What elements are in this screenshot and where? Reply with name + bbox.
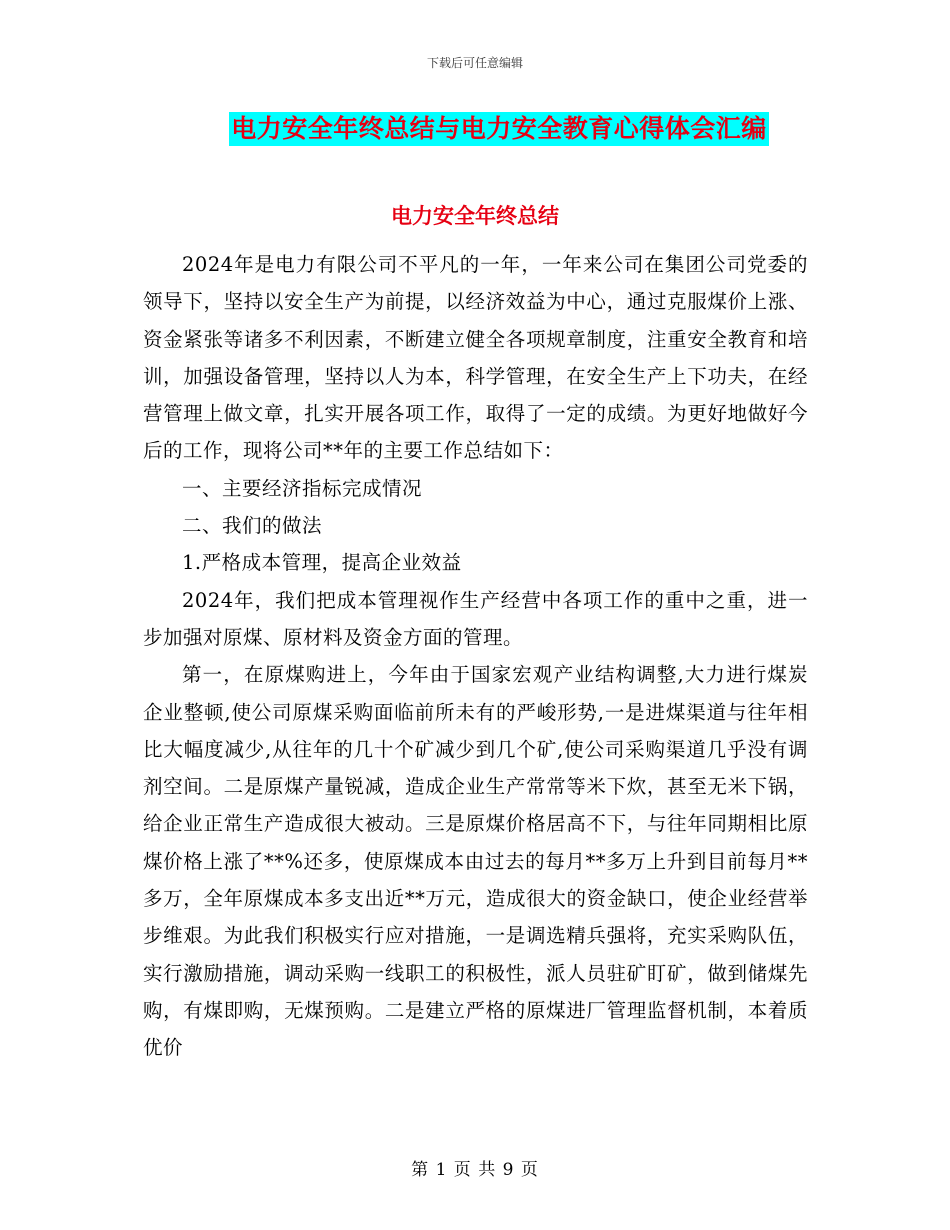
paragraph-coal-purchase: 第一，在原煤购进上，今年由于国家宏观产业结构调整,大力进行煤炭企业整顿,使公司原煤采购面临前所未有的严峻形势,一是进煤渠道与往年相比大幅度减少,从往年的几十个矿减少到几个矿,使公司采购渠道几乎没有调剂空间。二是原煤产量锐减，造成企业生产常常等米下炊，甚至无米下锅，给企业正常生产造成很大被动。三是原煤价格居高不下，与往年同期相比原煤价格上涨了**%还多，使原煤成本由过去的每月**多万上升到目前每月**多万，全年原煤成本多支出近**万元，造成很大的资金缺口，使企业经营举步维艰。为此我们积极实行应对措施，一是调选精兵强将，充实采购队伍，实行激励措施，调动采购一线职工的积极性，派人员驻矿盯矿，做到储煤先购，有煤即购，无煤预购。二是建立严格的原煤进厂管理监督机制，本着质优价 (143, 663, 808, 1060)
heading-economic-indicators: 一、主要经济指标完成情况 (182, 476, 423, 500)
section-title: 电力安全年终总结 (391, 204, 559, 228)
paragraph-intro: 2024年是电力有限公司不平凡的一年，一年来公司在集团公司党委的领导下，坚持以安全生产为前提，以经济效益为中心，通过克服煤价上涨、资金紧张等诸多不利因素，不断建立健全各项规章制度，注重安全教育和培训，加强设备管理，坚持以人为本，科学管理，在安全生产上下功夫，在经营管理上做文章，扎实开展各项工作，取得了一定的成绩。为更好地做好今后的工作，现将公司**年的主要工作总结如下： (143, 253, 808, 463)
header-note: 下载后可任意编辑 (426, 56, 523, 70)
heading-cost-management: 1.严格成本管理，提高企业效益 (182, 551, 462, 575)
page-footer: 第 1 页 共 9 页 (411, 1160, 539, 1180)
paragraph-cost-management: 2024年，我们把成本管理视作生产经营中各项工作的重中之重，进一步加强对原煤、原材料及资金方面的管理。 (143, 588, 808, 649)
heading-our-practices: 二、我们的做法 (182, 514, 323, 538)
main-title-container (0, 112, 950, 146)
document-main-title: 电力安全年终总结与电力安全教育心得体会汇编 (229, 112, 769, 146)
document-body (143, 246, 808, 1067)
